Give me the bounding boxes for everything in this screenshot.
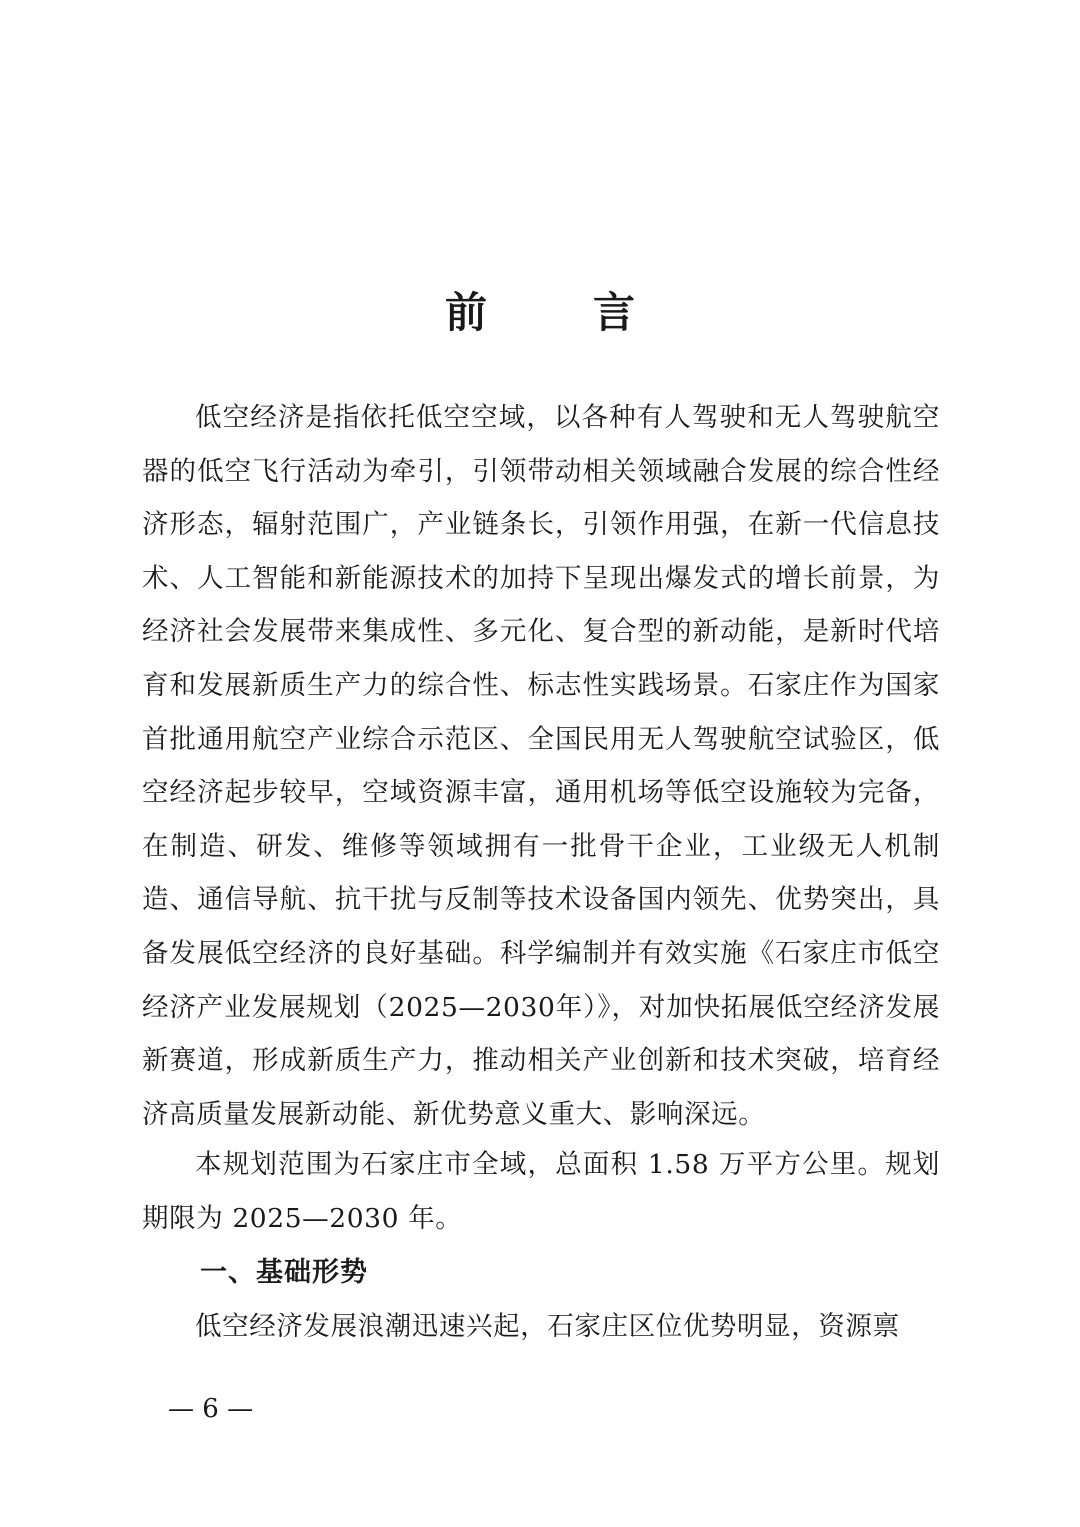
title-char-1: 前 (444, 288, 487, 337)
paragraph-block-1 (142, 391, 940, 1141)
title-char-2: 言 (593, 288, 636, 337)
section-heading: 一、基础形势 (200, 1257, 368, 1288)
paragraph-block-2 (142, 1138, 940, 1245)
paragraph-intro: 低空经济是指依托低空空域，以各种有人驾驶和无人驾驶航空器的低空飞行活动为牵引，引领带动相关领域融合发展的综合性经济形态，辐射范围广，产业链条长，引领作用强，在新一代信息技术、人工智能和新能源技术的加持下呈现出爆发式的增长前景，为经济社会发展带来集成性、多元化、复合型的新动能，是新时代培育和发展新质生产力的综合性、标志性实践场景。石家庄作为国家首批通用航空产业综合示范区、全国民用无人驾驶航空试验区，低空经济起步较早，空域资源丰富，通用机场等低空设施较为完备，在制造、研发、维修等领域拥有一批骨干企业，工业级无人机制造、通信导航、抗干扰与反制等技术设备国内领先、优势突出，具备发展低空经济的良好基础。科学编制并有效实施《石家庄市低空经济产业发展规划（2025—2030年）》，对加快拓展低空经济发展新赛道，形成新质生产力，推动相关产业创新和技术突破，培育经济高质量发展新动能、新优势意义重大、影响深远。 (142, 402, 940, 1130)
paragraph-scope: 本规划范围为石家庄市全域，总面积 1.58 万平方公里。规划期限为 2025—2030 年。 (142, 1149, 940, 1234)
paragraph-block-3 (142, 1300, 940, 1354)
page-number: — 6 — (168, 1394, 254, 1424)
page-title (0, 283, 1080, 343)
paragraph-foundation: 低空经济发展浪潮迅速兴起，石家庄区位优势明显，资源禀 (195, 1311, 900, 1342)
